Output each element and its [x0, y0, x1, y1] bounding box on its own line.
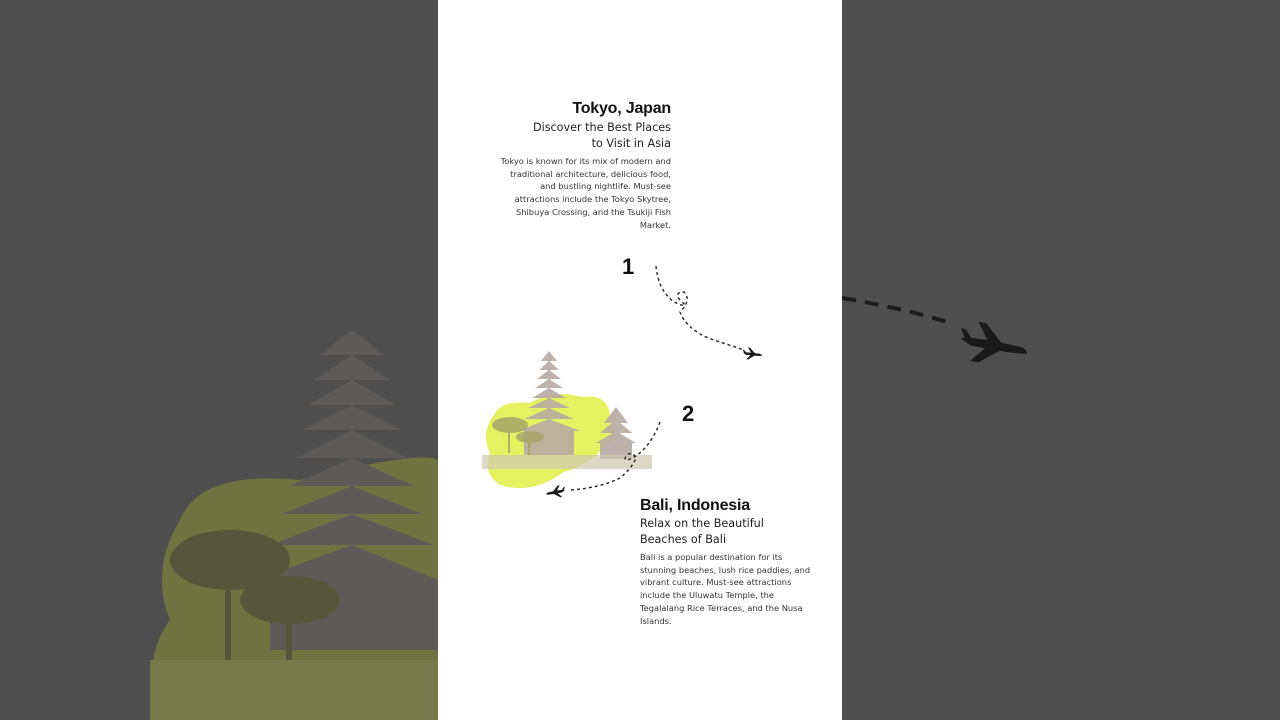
- destination-2-title: Bali, Indonesia: [640, 497, 750, 514]
- backdrop-right: [842, 0, 1280, 720]
- flight-path-2: [540, 418, 670, 502]
- destination-2-description: Bali is a popular destination for its stunning beaches, lush rice paddies, and vibrant culture. Must-see attractions include the Uluwatu Temple, the Tegalalang Rice Terraces, and the Nusa Islands.: [640, 552, 811, 626]
- destination-2-subtitle: [640, 516, 820, 548]
- airplane-icon: [955, 318, 1032, 372]
- destination-card: [438, 0, 842, 720]
- backdrop-left: [0, 0, 438, 720]
- destination-1-number: 1: [622, 254, 635, 279]
- airplane-icon: [545, 484, 567, 500]
- destination-1-subtitle: [498, 120, 671, 152]
- destination-2-number: 2: [682, 401, 695, 426]
- destination-1-subtitle-line2: to Visit in Asia: [591, 137, 671, 150]
- destination-1-subtitle-line1: Discover the Best Places: [532, 121, 671, 134]
- temple-backdrop-illustration: [0, 0, 438, 720]
- flight-path-backdrop: [842, 0, 1280, 720]
- destination-1-description: Tokyo is known for its mix of modern and traditional architecture, delicious food, and bustling nightlife. Must-see attractions include the Tokyo Skytree, Shibuya Crossing, and the Tsukiji Fish Market.: [500, 156, 671, 230]
- destination-2-subtitle-line2: Beaches of Bali: [640, 533, 727, 546]
- destination-2-subtitle-line1: Relax on the Beautiful: [640, 517, 764, 530]
- destination-1-title: Tokyo, Japan: [572, 100, 671, 117]
- airplane-icon: [741, 347, 762, 362]
- flight-path-1: [648, 262, 768, 366]
